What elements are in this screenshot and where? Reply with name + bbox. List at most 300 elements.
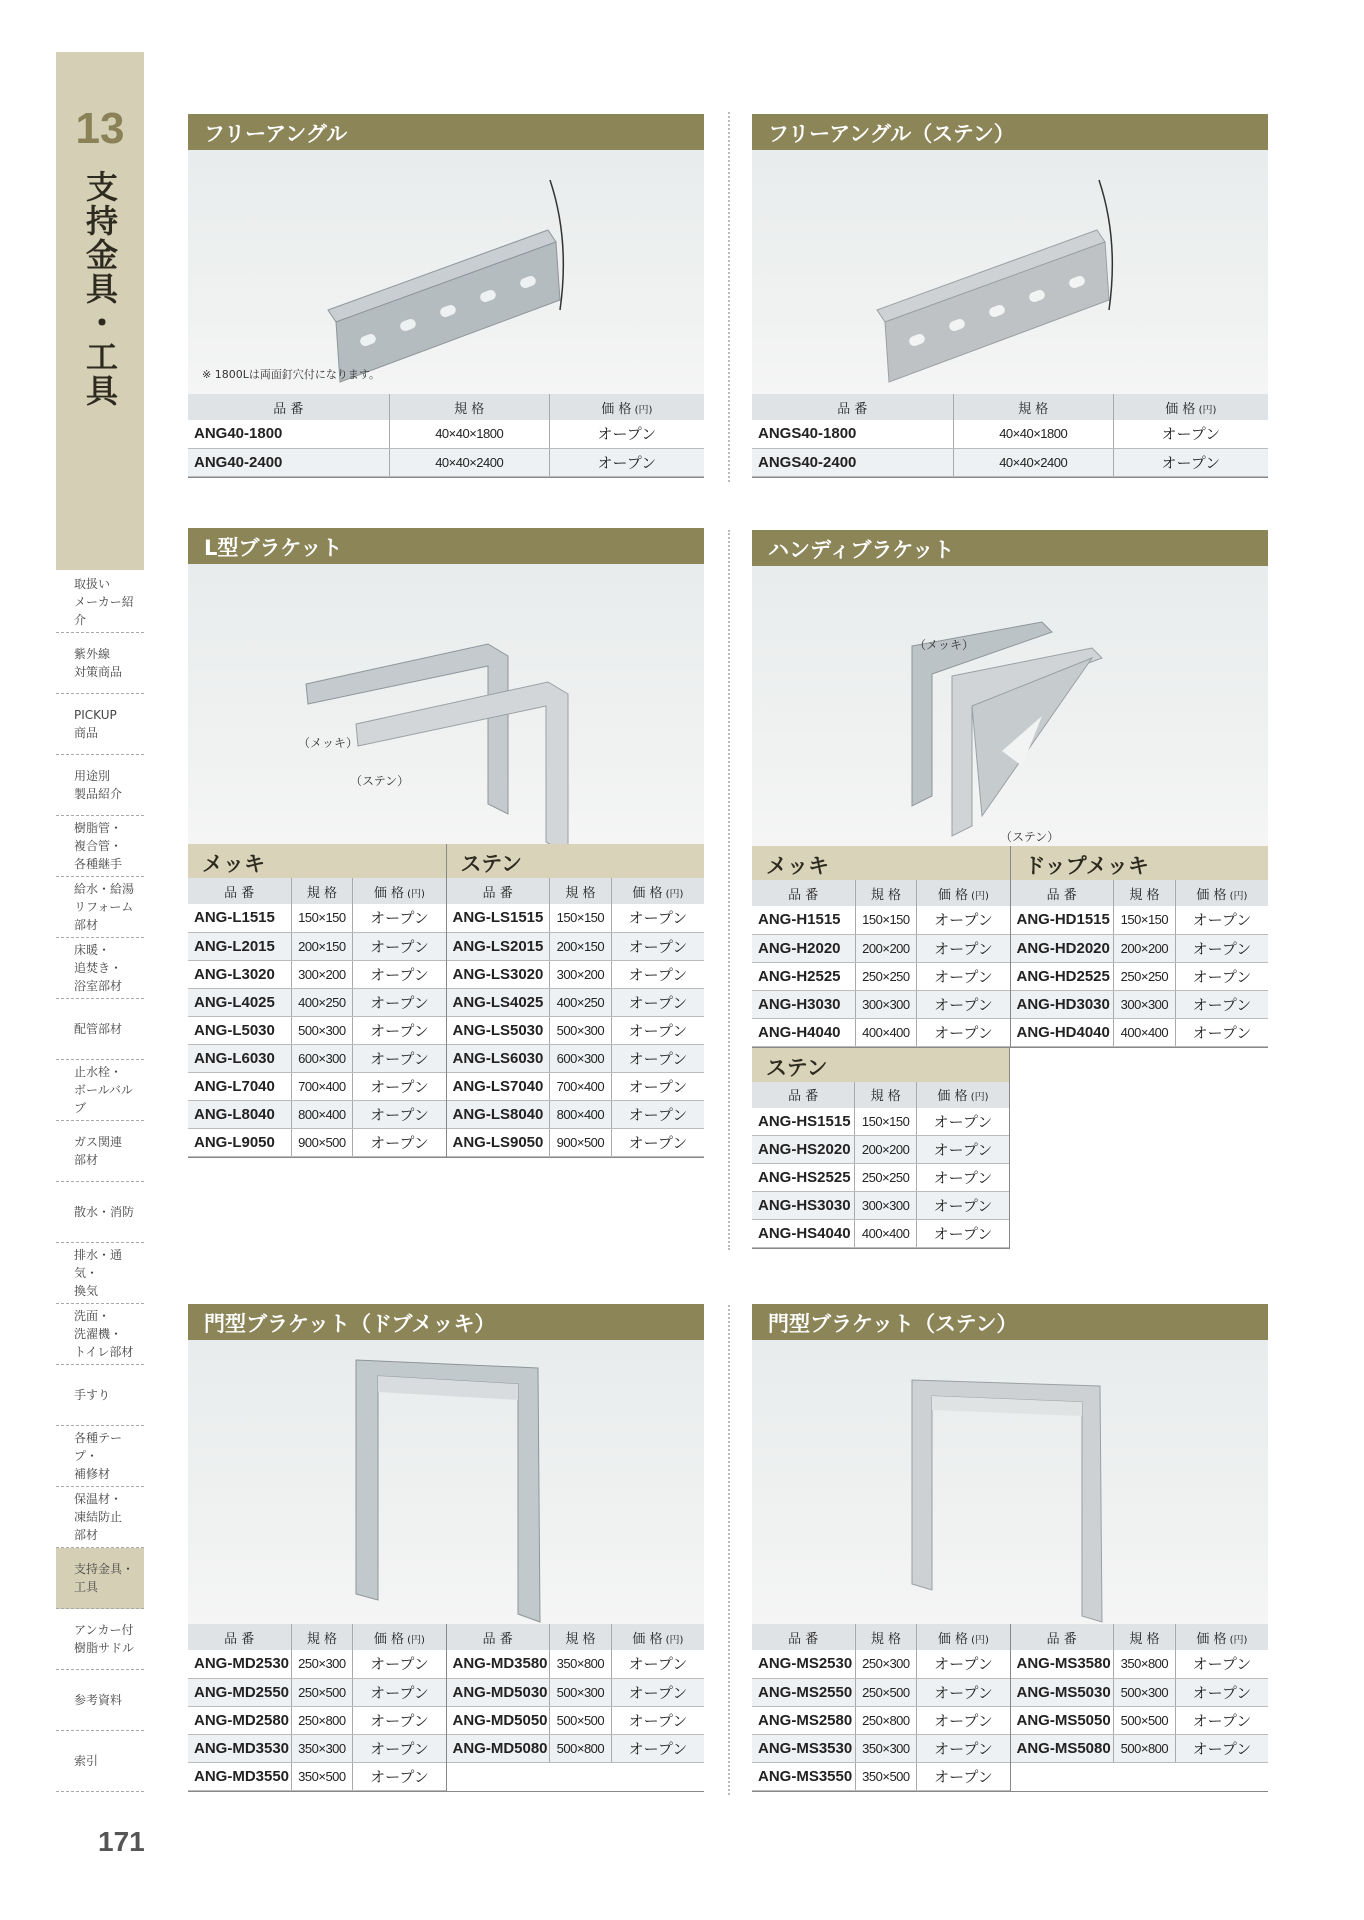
product-price: オープン [611, 1678, 704, 1706]
product-spec: 700×400 [291, 1072, 353, 1100]
product-spec: 500×300 [1114, 1678, 1176, 1706]
chapter-tab [56, 52, 144, 570]
table-row [1011, 1706, 1269, 1734]
product-code: ANG-MD3530 [188, 1734, 291, 1762]
product-code: ANG-L4025 [188, 988, 291, 1016]
group-title: ステン [752, 1048, 1009, 1082]
table-row [447, 1734, 705, 1762]
table-row [188, 960, 446, 988]
product-code: ANG-MD2530 [188, 1650, 291, 1678]
product-price: オープン [1175, 1678, 1268, 1706]
column-header: 品 番 [752, 1082, 855, 1108]
product-price: オープン [611, 1734, 704, 1762]
table-row [752, 448, 1268, 476]
product-price: オープン [916, 1136, 1009, 1164]
column-header: 価 格 (円) [353, 878, 446, 904]
gate-bracket-illustration [188, 1340, 704, 1624]
product-code: ANG-LS3020 [447, 960, 550, 988]
table-row [447, 1016, 705, 1044]
nav-item[interactable]: PICKUP 商品 [56, 694, 144, 755]
column-header: 品 番 [188, 394, 389, 420]
product-spec: 250×500 [855, 1678, 917, 1706]
column-header: 規 格 [855, 1082, 917, 1108]
product-spec: 40×40×1800 [953, 420, 1113, 448]
table-row [752, 1108, 1009, 1136]
column-header: 品 番 [447, 878, 550, 904]
product-code: ANG-L3020 [188, 960, 291, 988]
table-row [752, 1136, 1009, 1164]
table-row [1011, 934, 1269, 962]
product-spec: 500×300 [550, 1016, 612, 1044]
spec-table [188, 1624, 446, 1791]
table-row [752, 1650, 1010, 1678]
product-code: ANG-H4040 [752, 1018, 855, 1046]
spec-table-group [752, 1624, 1268, 1792]
spec-table-group [188, 1624, 704, 1792]
panel-title: 門型ブラケット（ステン） [752, 1304, 1268, 1340]
column-header: 規 格 [1114, 880, 1176, 906]
product-price: オープン [917, 1706, 1010, 1734]
nav-item[interactable]: 止水栓・ ボールバルブ [56, 1060, 144, 1121]
product-spec: 200×200 [855, 934, 917, 962]
product-spec: 500×300 [291, 1016, 353, 1044]
product-code: ANG-LS9050 [447, 1128, 550, 1156]
product-price: オープン [549, 420, 704, 448]
table-row [188, 448, 704, 476]
product-price: オープン [1113, 448, 1268, 476]
group-title: メッキ [752, 846, 1010, 880]
product-code: ANG-HD4040 [1011, 1018, 1114, 1046]
column-header: 価 格 (円) [549, 394, 704, 420]
product-code: ANG-L1515 [188, 904, 291, 932]
product-spec: 300×200 [550, 960, 612, 988]
nav-item[interactable]: 散水・消防 [56, 1182, 144, 1243]
product-price: オープン [1175, 1650, 1268, 1678]
spec-table [752, 394, 1268, 478]
product-spec: 250×250 [855, 1164, 917, 1192]
product-price: オープン [611, 1016, 704, 1044]
product-spec: 200×200 [855, 1136, 917, 1164]
spec-table-group [188, 844, 704, 1158]
product-price: オープン [1175, 962, 1268, 990]
product-code: ANG-HD2525 [1011, 962, 1114, 990]
nav-item[interactable]: 保温材・ 凍結防止 部材 [56, 1487, 144, 1548]
table-row [752, 1678, 1010, 1706]
handy-bracket-illustration [752, 566, 1268, 846]
nav-item[interactable]: 給水・給湯 リフォーム 部材 [56, 877, 144, 938]
product-spec: 700×400 [550, 1072, 612, 1100]
nav-item[interactable]: 紫外線 対策商品 [56, 633, 144, 694]
label-sten: （ステン） [350, 774, 410, 788]
product-image-free-angle [188, 150, 704, 394]
table-row [447, 960, 705, 988]
spec-table [188, 878, 446, 1157]
table-row [1011, 1734, 1269, 1762]
column-header: 規 格 [953, 394, 1113, 420]
table-row [752, 1762, 1010, 1790]
product-price: オープン [353, 988, 446, 1016]
product-price: オープン [611, 904, 704, 932]
product-spec: 150×150 [855, 1108, 917, 1136]
column-header: 規 格 [855, 1624, 917, 1650]
product-price: オープン [917, 1762, 1010, 1790]
label-sten: （ステン） [1000, 830, 1060, 844]
product-code: ANG-LS4025 [447, 988, 550, 1016]
product-spec: 600×300 [550, 1044, 612, 1072]
product-spec: 350×500 [291, 1762, 353, 1790]
product-price: オープン [611, 988, 704, 1016]
product-price: オープン [611, 1044, 704, 1072]
column-header: 価 格 (円) [611, 1624, 704, 1650]
product-code: ANG-L8040 [188, 1100, 291, 1128]
product-price: オープン [1175, 1734, 1268, 1762]
product-image-gate-sten [752, 1340, 1268, 1624]
product-code: ANG-LS1515 [447, 904, 550, 932]
table-row [1011, 990, 1269, 1018]
product-price: オープン [611, 960, 704, 988]
product-price: オープン [916, 1192, 1009, 1220]
panel-title: フリーアングル（ステン） [752, 114, 1268, 150]
product-code: ANG-LS5030 [447, 1016, 550, 1044]
product-code: ANG-HD1515 [1011, 906, 1114, 934]
table-row [447, 1678, 705, 1706]
table-row [1011, 1018, 1269, 1046]
product-spec: 900×500 [291, 1128, 353, 1156]
product-code: ANG-HD3030 [1011, 990, 1114, 1018]
panel-title: ハンディブラケット [752, 530, 1268, 566]
product-spec: 500×800 [550, 1734, 612, 1762]
nav-item[interactable]: 参考資料 [56, 1670, 144, 1731]
table-row [447, 988, 705, 1016]
gate-bracket-illustration [752, 1340, 1268, 1624]
table-row [447, 904, 705, 932]
table-row [447, 1650, 705, 1678]
table-row [447, 1128, 705, 1156]
product-price: オープン [917, 934, 1010, 962]
column-header: 規 格 [389, 394, 549, 420]
product-price: オープン [353, 1734, 446, 1762]
product-spec: 200×200 [1114, 934, 1176, 962]
column-header: 品 番 [1011, 880, 1114, 906]
product-spec: 500×300 [550, 1678, 612, 1706]
spec-table [752, 394, 1268, 477]
table-row [188, 932, 446, 960]
table-row [752, 1018, 1010, 1046]
product-price: オープン [1175, 990, 1268, 1018]
product-code: ANG-MD5080 [447, 1734, 550, 1762]
product-spec: 150×150 [550, 904, 612, 932]
nav-item[interactable]: 床暖・ 追焚き・ 浴室部材 [56, 938, 144, 999]
table-row [447, 1100, 705, 1128]
column-header: 価 格 (円) [611, 878, 704, 904]
product-image-handy-bracket [752, 566, 1268, 846]
product-image-free-angle-sten [752, 150, 1268, 394]
table-row [188, 420, 704, 448]
product-code: ANG-H1515 [752, 906, 855, 934]
product-spec: 300×200 [291, 960, 353, 988]
product-price: オープン [353, 1072, 446, 1100]
product-code: ANG-MS2550 [752, 1678, 855, 1706]
nav-item[interactable]: 手すり [56, 1365, 144, 1426]
table-row [188, 1016, 446, 1044]
product-spec: 150×150 [1114, 906, 1176, 934]
column-header: 価 格 (円) [1175, 880, 1268, 906]
table-row [188, 1762, 446, 1790]
product-price: オープン [353, 1762, 446, 1790]
column-header: 規 格 [1114, 1624, 1176, 1650]
column-header: 価 格 (円) [353, 1624, 446, 1650]
product-price: オープン [353, 1016, 446, 1044]
product-price: オープン [611, 1706, 704, 1734]
product-code: ANG-MS3530 [752, 1734, 855, 1762]
product-code: ANG-MS2530 [752, 1650, 855, 1678]
nav-item[interactable]: 排水・通気・ 換気 [56, 1243, 144, 1304]
product-note: ※ 1800Lは両面釘穴付になります。 [202, 368, 380, 381]
product-spec: 400×400 [855, 1018, 917, 1046]
product-code: ANG-MS3580 [1011, 1650, 1114, 1678]
panel-gate-bracket-sten [752, 1304, 1268, 1792]
product-spec: 300×300 [855, 990, 917, 1018]
product-spec: 250×800 [291, 1706, 353, 1734]
panel-title: フリーアングル [188, 114, 704, 150]
product-spec: 200×150 [291, 932, 353, 960]
product-spec: 800×400 [550, 1100, 612, 1128]
product-spec: 250×800 [855, 1706, 917, 1734]
product-spec: 40×40×1800 [389, 420, 549, 448]
column-header: 価 格 (円) [916, 1082, 1009, 1108]
product-price: オープン [611, 1100, 704, 1128]
product-price: オープン [1175, 1018, 1268, 1046]
product-spec: 150×150 [291, 904, 353, 932]
column-header: 価 格 (円) [1175, 1624, 1268, 1650]
product-code: ANG-LS2015 [447, 932, 550, 960]
label-mekki: （メッキ） [298, 736, 359, 750]
spec-table-group [752, 846, 1268, 1048]
panel-title: L型ブラケット [188, 528, 704, 564]
product-price: オープン [1175, 906, 1268, 934]
product-spec: 250×250 [855, 962, 917, 990]
nav-item[interactable]: 各種テープ・ 補修材 [56, 1426, 144, 1487]
product-spec: 300×300 [1114, 990, 1176, 1018]
product-spec: 800×400 [291, 1100, 353, 1128]
nav-item[interactable]: 取扱い メーカー紹介 [56, 572, 144, 633]
product-code: ANG-MD2550 [188, 1678, 291, 1706]
table-row [188, 988, 446, 1016]
product-image-gate-dob [188, 1340, 704, 1624]
panel-l-bracket [188, 528, 704, 1158]
spec-table [188, 394, 704, 477]
table-row [1011, 1678, 1269, 1706]
product-price: オープン [1175, 1706, 1268, 1734]
column-header: 規 格 [291, 878, 353, 904]
product-spec: 350×800 [1114, 1650, 1176, 1678]
table-row [1011, 906, 1269, 934]
table-row [752, 1734, 1010, 1762]
product-price: オープン [353, 960, 446, 988]
nav-item[interactable]: 樹脂管・ 複合管・ 各種継手 [56, 816, 144, 877]
product-spec: 400×250 [550, 988, 612, 1016]
product-price: オープン [917, 1650, 1010, 1678]
panel-gate-bracket-dob [188, 1304, 704, 1792]
product-price: オープン [353, 1100, 446, 1128]
table-row [188, 1044, 446, 1072]
table-row [752, 906, 1010, 934]
product-code: ANG-MD5030 [447, 1678, 550, 1706]
product-spec: 350×800 [550, 1650, 612, 1678]
column-header: 価 格 (円) [917, 1624, 1010, 1650]
product-price: オープン [917, 1734, 1010, 1762]
product-code: ANG-L6030 [188, 1044, 291, 1072]
table-row [188, 1706, 446, 1734]
table-row [752, 1164, 1009, 1192]
table-row [188, 1678, 446, 1706]
nav-item[interactable]: ガス関連 部材 [56, 1121, 144, 1182]
spec-table [752, 880, 1010, 1047]
table-row [188, 1072, 446, 1100]
product-code: ANG-LS6030 [447, 1044, 550, 1072]
product-spec: 150×150 [855, 906, 917, 934]
nav-item[interactable]: 用途別 製品紹介 [56, 755, 144, 816]
product-price: オープン [611, 932, 704, 960]
spec-table-group [752, 1048, 1010, 1250]
product-price: オープン [611, 1650, 704, 1678]
panel-free-angle [188, 114, 704, 478]
nav-item[interactable]: アンカー付 樹脂サドル [56, 1609, 144, 1670]
product-price: オープン [353, 904, 446, 932]
column-header: 品 番 [188, 1624, 291, 1650]
spec-table [188, 394, 704, 478]
product-spec: 500×500 [1114, 1706, 1176, 1734]
product-code: ANG-HS2525 [752, 1164, 855, 1192]
column-header: 品 番 [752, 1624, 855, 1650]
column-header: 品 番 [1011, 1624, 1114, 1650]
product-code: ANG-HD2020 [1011, 934, 1114, 962]
product-code: ANG40-2400 [188, 448, 389, 476]
nav-item[interactable]: 洗面・ 洗濯機・ トイレ部材 [56, 1304, 144, 1365]
product-price: オープン [353, 1650, 446, 1678]
table-row [752, 934, 1010, 962]
product-spec: 400×250 [291, 988, 353, 1016]
product-spec: 400×400 [855, 1220, 917, 1248]
product-spec: 250×250 [1114, 962, 1176, 990]
product-code: ANG-MS5080 [1011, 1734, 1114, 1762]
product-code: ANG-L7040 [188, 1072, 291, 1100]
table-row [188, 1734, 446, 1762]
column-header: 価 格 (円) [917, 880, 1010, 906]
nav-item[interactable]: 支持金具・ 工具 [56, 1548, 144, 1609]
spec-table [752, 1082, 1009, 1249]
panel-handy-bracket [752, 530, 1268, 1249]
product-code: ANG-HS3030 [752, 1192, 855, 1220]
product-spec: 350×300 [291, 1734, 353, 1762]
spec-table [447, 878, 705, 1157]
spec-table [447, 1624, 705, 1763]
table-row [447, 932, 705, 960]
product-code: ANG-L5030 [188, 1016, 291, 1044]
product-price: オープン [353, 932, 446, 960]
product-spec: 300×300 [855, 1192, 917, 1220]
nav-item[interactable]: 配管部材 [56, 999, 144, 1060]
table-row [447, 1072, 705, 1100]
table-row [1011, 1650, 1269, 1678]
product-spec: 250×300 [291, 1650, 353, 1678]
product-price: オープン [917, 906, 1010, 934]
group-title: ドップメッキ [1011, 846, 1269, 880]
product-code: ANGS40-2400 [752, 448, 953, 476]
table-row [447, 1044, 705, 1072]
product-spec: 250×300 [855, 1650, 917, 1678]
product-price: オープン [916, 1164, 1009, 1192]
angle-bar-illustration [188, 150, 704, 394]
product-price: オープン [916, 1220, 1009, 1248]
column-divider [728, 112, 730, 482]
product-code: ANG-MD2580 [188, 1706, 291, 1734]
group-title: ステン [447, 844, 705, 878]
product-price: オープン [917, 1018, 1010, 1046]
product-price: オープン [353, 1706, 446, 1734]
product-code: ANG-HS4040 [752, 1220, 855, 1248]
angle-bar-illustration [752, 150, 1268, 394]
product-price: オープン [611, 1072, 704, 1100]
table-row [752, 1220, 1009, 1248]
table-row [1011, 962, 1269, 990]
table-row [188, 1650, 446, 1678]
product-spec: 350×300 [855, 1734, 917, 1762]
chapter-nav [56, 572, 144, 1792]
product-price: オープン [917, 1678, 1010, 1706]
product-spec: 400×400 [1114, 1018, 1176, 1046]
product-code: ANG-H3030 [752, 990, 855, 1018]
column-divider [728, 1305, 730, 1795]
product-spec: 200×150 [550, 932, 612, 960]
group-title: メッキ [188, 844, 446, 878]
product-code: ANG-H2020 [752, 934, 855, 962]
table-row [188, 1128, 446, 1156]
product-spec: 40×40×2400 [389, 448, 549, 476]
spec-table [1011, 880, 1269, 1047]
product-price: オープン [1175, 934, 1268, 962]
product-code: ANG-H2525 [752, 962, 855, 990]
column-header: 品 番 [752, 880, 855, 906]
product-code: ANG-MS5050 [1011, 1706, 1114, 1734]
product-code: ANG-L9050 [188, 1128, 291, 1156]
product-image-l-bracket [188, 564, 704, 844]
nav-item[interactable]: 索引 [56, 1731, 144, 1792]
product-code: ANG-MS2580 [752, 1706, 855, 1734]
product-code: ANG-MD3550 [188, 1762, 291, 1790]
table-row [188, 1100, 446, 1128]
product-spec: 40×40×2400 [953, 448, 1113, 476]
table-row [752, 420, 1268, 448]
column-header: 品 番 [752, 394, 953, 420]
product-price: オープン [353, 1678, 446, 1706]
table-row [447, 1706, 705, 1734]
column-header: 品 番 [188, 878, 291, 904]
product-spec: 250×500 [291, 1678, 353, 1706]
product-code: ANG-MS5030 [1011, 1678, 1114, 1706]
column-header: 規 格 [550, 878, 612, 904]
product-price: オープン [917, 990, 1010, 1018]
product-code: ANG-MD5050 [447, 1706, 550, 1734]
product-code: ANG-MD3580 [447, 1650, 550, 1678]
product-code: ANG-HS2020 [752, 1136, 855, 1164]
product-code: ANG-LS8040 [447, 1100, 550, 1128]
table-row [752, 990, 1010, 1018]
table-row [752, 1706, 1010, 1734]
panel-title: 門型ブラケット（ドブメッキ） [188, 1304, 704, 1340]
product-code: ANG-L2015 [188, 932, 291, 960]
product-price: オープン [549, 448, 704, 476]
